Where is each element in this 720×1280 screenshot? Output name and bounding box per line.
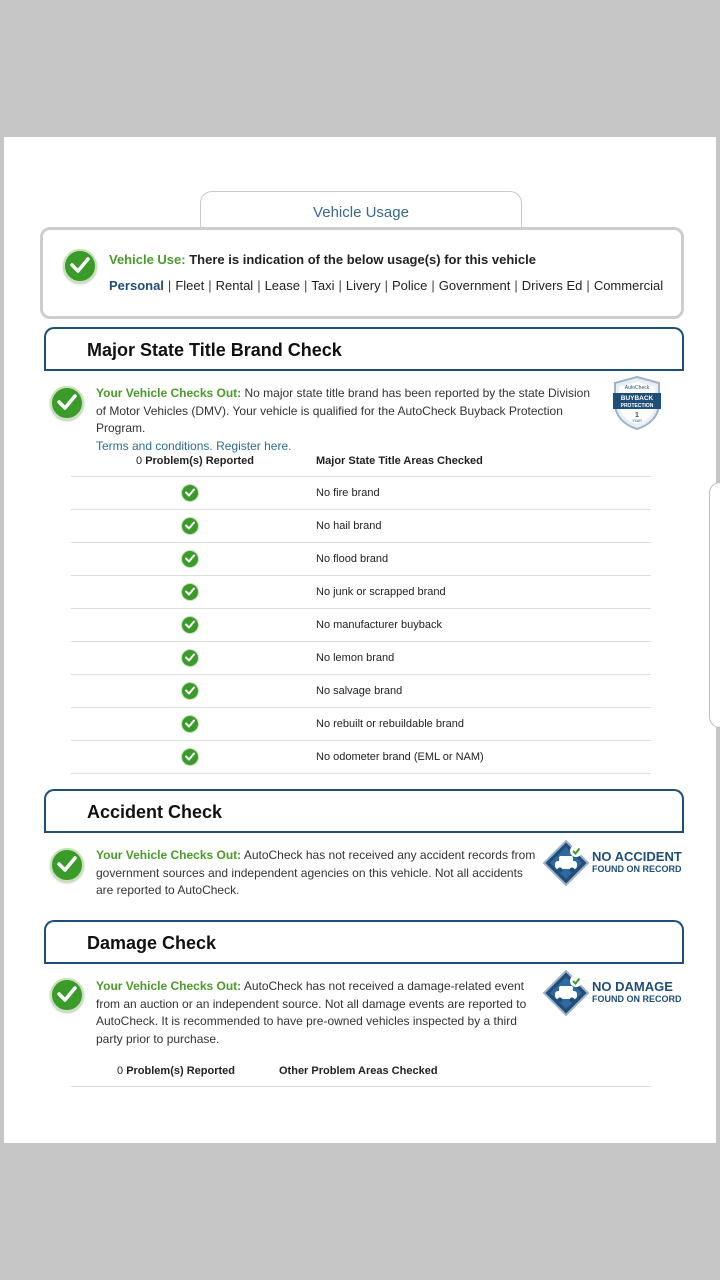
- separator: |: [514, 278, 518, 293]
- vehicle-usage-box: [40, 227, 684, 319]
- usage-type: Commercial: [593, 278, 664, 293]
- table-row: [71, 609, 651, 642]
- area-checked: No odometer brand (EML or NAM): [316, 751, 484, 763]
- vehicle-use-message: There is indication of the below usage(s) for this vehicle: [189, 252, 536, 267]
- table-header: [71, 446, 651, 477]
- svg-text:BUYBACK: BUYBACK: [620, 395, 654, 402]
- no-damage-badge: [542, 969, 682, 1024]
- status-label: Your Vehicle Checks Out:: [96, 848, 242, 862]
- problems-reported-header: 0 Problem(s) Reported: [117, 1065, 235, 1077]
- accident-summary: [96, 847, 536, 900]
- terms-link[interactable]: Terms and conditions.: [96, 438, 213, 453]
- usage-types-list: [109, 278, 663, 293]
- damage-table: [71, 1056, 651, 1087]
- buyback-protection-badge: [611, 375, 663, 431]
- badge-subtitle: FOUND ON RECORD: [592, 994, 682, 1004]
- check-circle-icon: [63, 249, 97, 283]
- table-header: [71, 1056, 651, 1087]
- area-checked: No rebuilt or rebuildable brand: [316, 718, 464, 730]
- check-circle-icon: [50, 848, 84, 882]
- car-diamond-icon: [542, 839, 590, 889]
- area-checked: No junk or scrapped brand: [316, 586, 446, 598]
- damage-summary: [96, 978, 541, 1048]
- separator: |: [431, 278, 435, 293]
- title-brand-table: [71, 446, 651, 774]
- svg-text:PROTECTION: PROTECTION: [620, 403, 654, 409]
- accident-check-header: [44, 789, 684, 833]
- check-circle-icon: [181, 649, 199, 667]
- title-brand-header: [44, 327, 684, 371]
- usage-type: Lease: [264, 278, 300, 293]
- table-row: [71, 477, 651, 510]
- area-checked: No manufacturer buyback: [316, 619, 442, 631]
- check-circle-icon: [181, 484, 199, 502]
- area-checked: No fire brand: [316, 487, 380, 499]
- shield-badge-icon: [611, 375, 663, 431]
- separator: |: [208, 278, 212, 293]
- car-diamond-icon: [542, 969, 590, 1019]
- table-row: [71, 642, 651, 675]
- badge-title: NO ACCIDENT: [592, 849, 682, 864]
- badge-subtitle: FOUND ON RECORD: [592, 864, 682, 874]
- table-row: [71, 543, 651, 576]
- separator: |: [257, 278, 261, 293]
- report-page: [4, 137, 716, 1143]
- svg-text:YEAR: YEAR: [632, 419, 642, 423]
- check-circle-icon: [181, 616, 199, 634]
- scroll-handle[interactable]: [709, 482, 720, 728]
- table-row: [71, 576, 651, 609]
- usage-type: Police: [391, 278, 428, 293]
- title-brand-summary: [96, 385, 596, 455]
- separator: |: [167, 278, 172, 293]
- areas-checked-header: Major State Title Areas Checked: [316, 455, 483, 467]
- svg-text:1: 1: [635, 412, 639, 419]
- section-title: Accident Check: [87, 802, 223, 822]
- usage-type: Fleet: [175, 278, 205, 293]
- section-title: Damage Check: [87, 933, 217, 953]
- table-body: [71, 477, 651, 774]
- usage-type: Livery: [345, 278, 381, 293]
- area-checked: No flood brand: [316, 553, 389, 565]
- separator: |: [304, 278, 308, 293]
- section-title: Major State Title Brand Check: [87, 340, 342, 360]
- summary-text: No major state title brand has been reported by the state Division of Motor Vehicles (DMV). Your vehicle is qualified for the AutoCheck Buyback Protection Program.: [96, 386, 591, 435]
- area-checked: No hail brand: [316, 520, 382, 532]
- areas-checked-header: Other Problem Areas Checked: [279, 1065, 438, 1077]
- no-accident-badge: [542, 839, 682, 894]
- separator: |: [586, 278, 590, 293]
- check-circle-icon: [181, 517, 199, 535]
- status-label: Your Vehicle Checks Out:: [96, 386, 242, 400]
- check-circle-icon: [50, 978, 84, 1012]
- damage-check-header: [44, 920, 684, 964]
- svg-text:AutoCheck: AutoCheck: [624, 385, 650, 391]
- area-checked: No lemon brand: [316, 652, 395, 664]
- vehicle-use-line: [109, 252, 536, 267]
- vehicle-usage-tab[interactable]: Vehicle Usage: [200, 191, 522, 228]
- check-circle-icon: [181, 550, 199, 568]
- separator: |: [384, 278, 388, 293]
- table-row: [71, 741, 651, 774]
- table-row: [71, 675, 651, 708]
- separator: |: [338, 278, 342, 293]
- summary-text: AutoCheck has not received any accident records from government sources and independent agencies on this vehicle. Not all accidents are reported to AutoCheck.: [96, 848, 536, 897]
- check-circle-icon: [50, 386, 84, 420]
- status-label: Your Vehicle Checks Out:: [96, 979, 242, 993]
- summary-text: AutoCheck has not received a damage-related event from an auction or an independent source. Not all damage events are reported to AutoCheck. It is recommended to have pre-owned vehicles inspected by a third party prior to purchase.: [96, 979, 527, 1046]
- problems-reported-header: 0 Problem(s) Reported: [136, 455, 254, 467]
- register-link[interactable]: Register here.: [216, 438, 292, 453]
- usage-type: Drivers Ed: [521, 278, 583, 293]
- table-row: [71, 708, 651, 741]
- check-circle-icon: [181, 682, 199, 700]
- check-circle-icon: [181, 715, 199, 733]
- badge-title: NO DAMAGE: [592, 979, 673, 994]
- usage-type: Rental: [215, 278, 254, 293]
- check-circle-icon: [181, 748, 199, 766]
- table-row: [71, 510, 651, 543]
- usage-type: Government: [438, 278, 511, 293]
- area-checked: No salvage brand: [316, 685, 403, 697]
- vehicle-use-label: Vehicle Use:: [109, 252, 186, 267]
- usage-type: Personal: [109, 278, 164, 293]
- usage-type: Taxi: [311, 278, 335, 293]
- check-circle-icon: [181, 583, 199, 601]
